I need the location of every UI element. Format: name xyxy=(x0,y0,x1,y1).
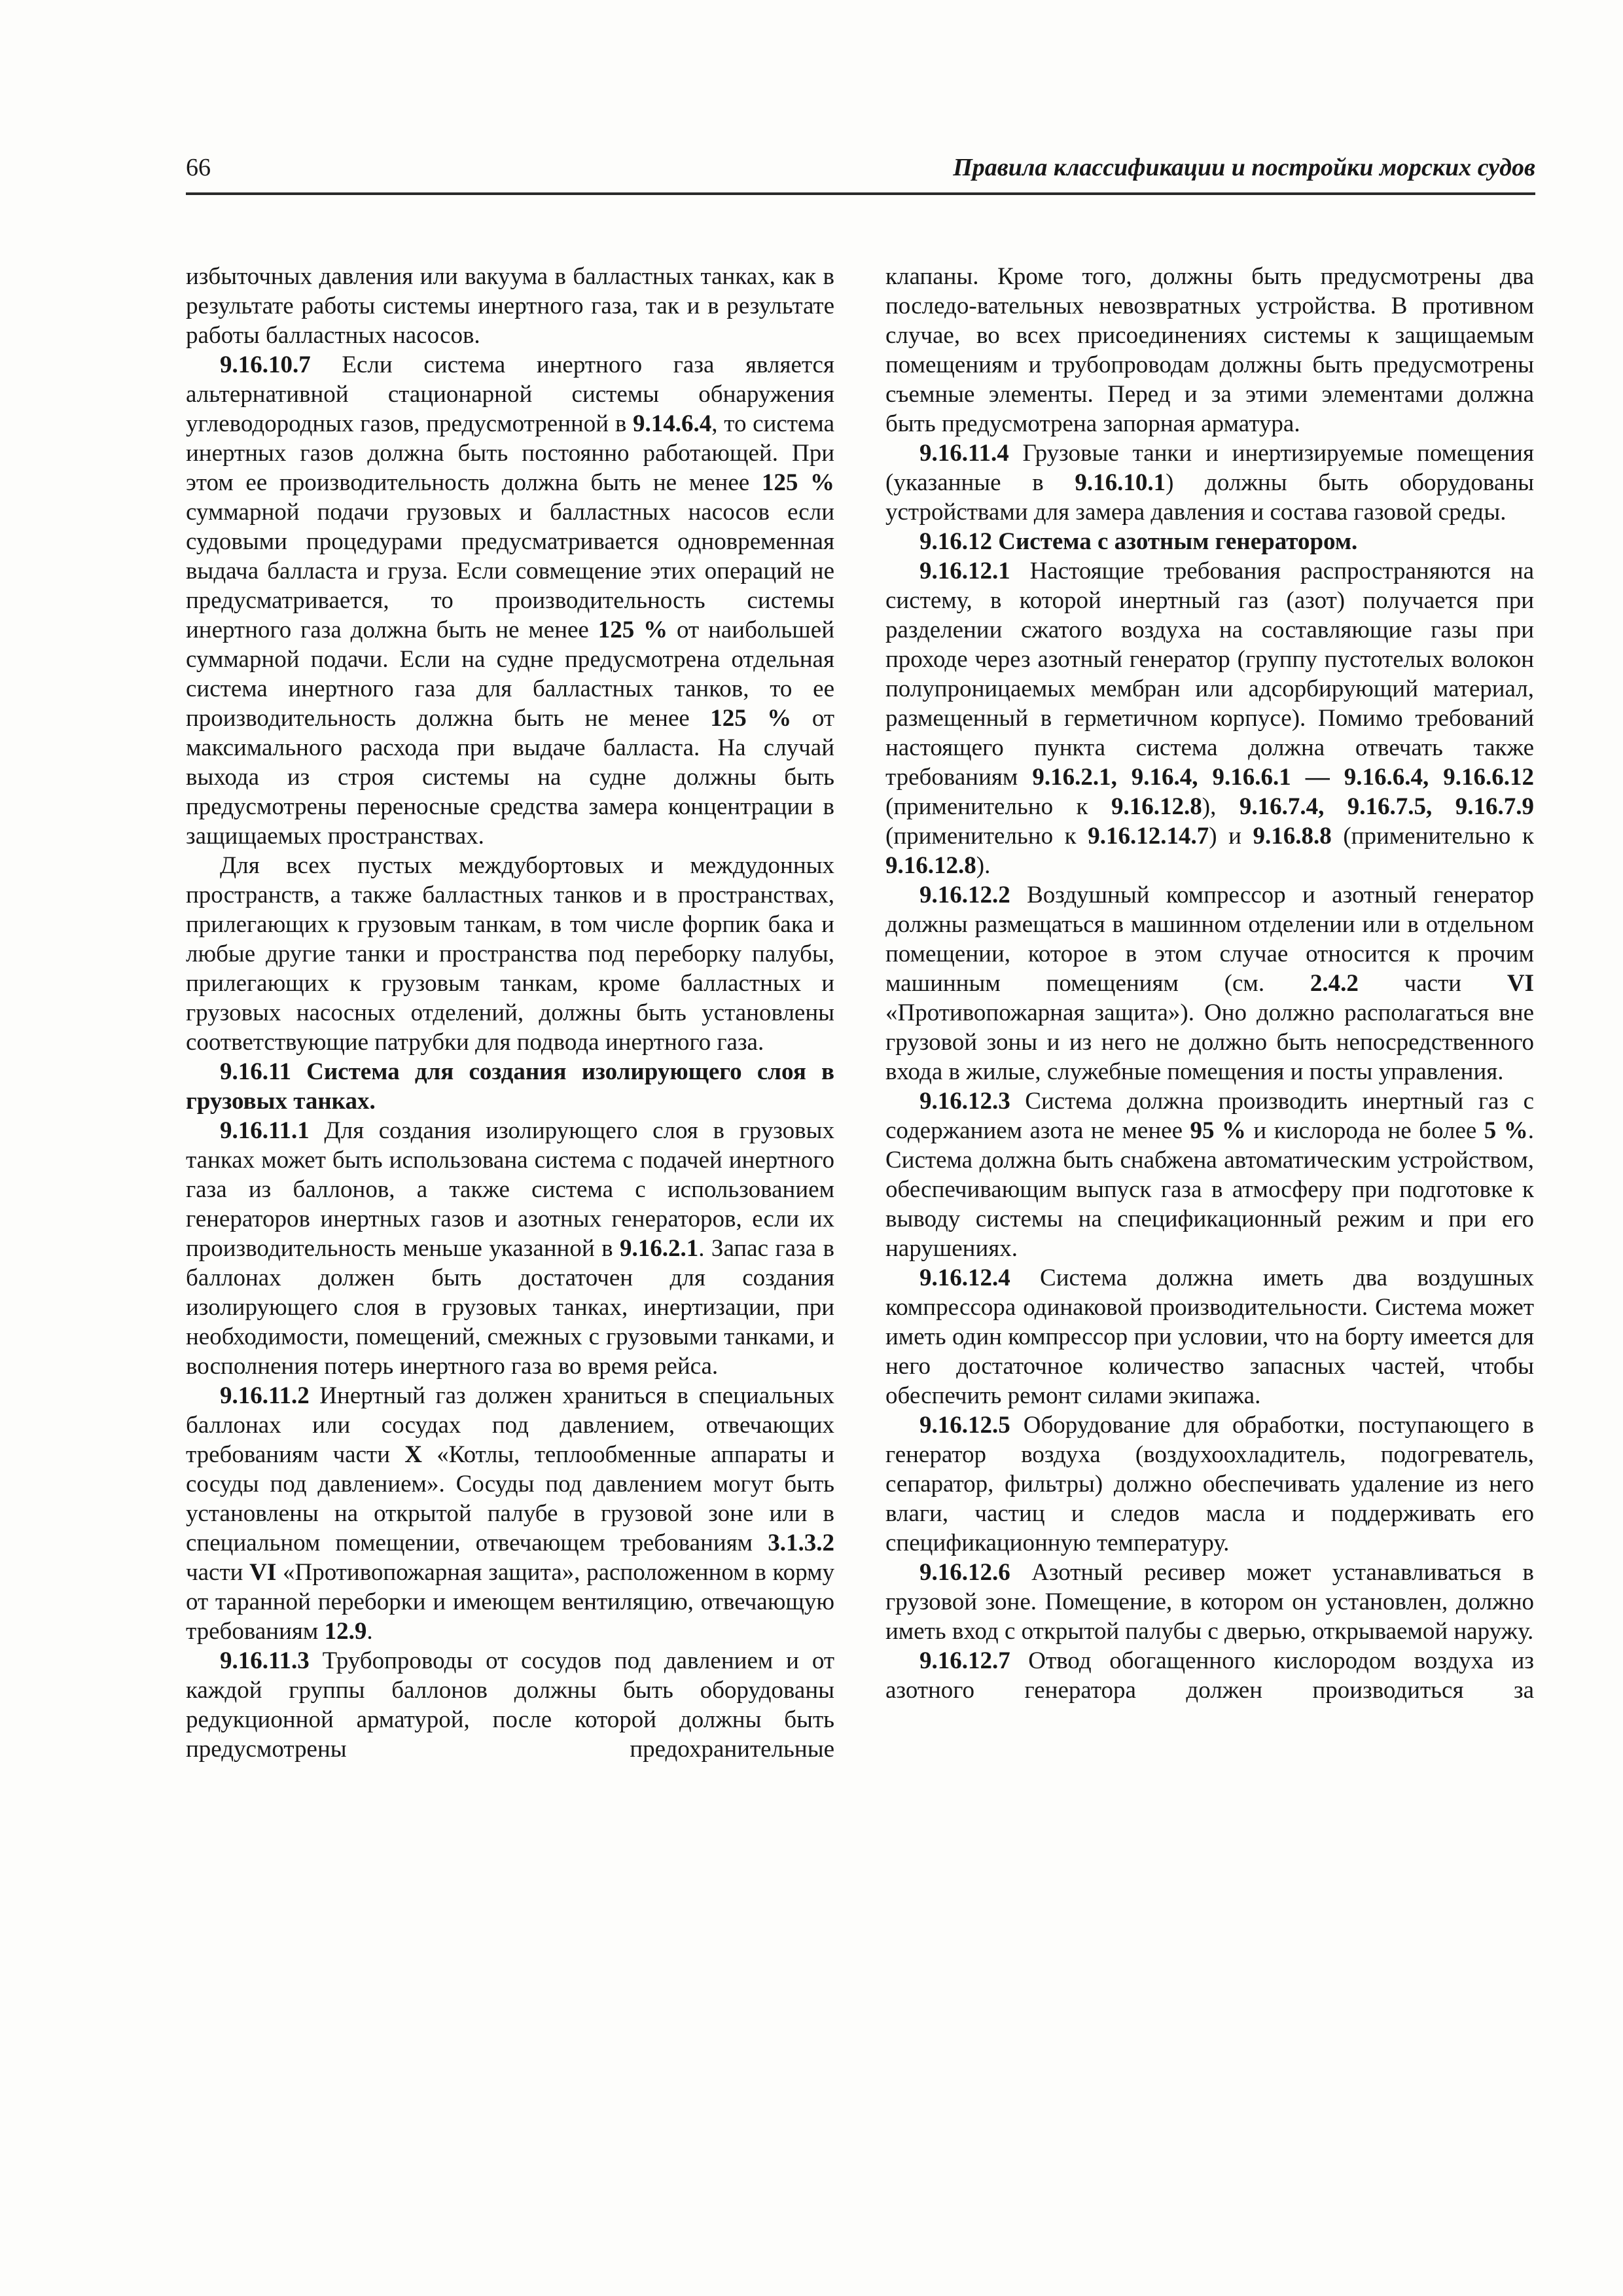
text-columns xyxy=(186,262,1535,1764)
paragraph: 9.16.12.1 Настоящие требования распространяются на систему, в которой инертный газ (азот) получается при разделении сжатого воздуха на составляющие газы при проходе через азотный генератор (группу пустотелых волокон полупроницаемых мембран или адсорбирующий материал, размещенный в герметичном корпусе). Помимо требований настоящего пункта система должна отвечать также требованиям 9.16.2.1, 9.16.4, 9.16.6.1 — 9.16.6.4, 9.16.6.12 (применительно к 9.16.12.8), 9.16.7.4, 9.16.7.5, 9.16.7.9 (применительно к 9.16.12.14.7) и 9.16.8.8 (применительно к 9.16.12.8). xyxy=(885,557,1535,879)
paragraph: 9.16.10.7 Если система инертного газа является альтернативной стационарной системы обнаружения углеводородных газов, предусмотренной в 9.14.6.4, то система инертных газов должна быть постоянно работающей. При этом ее производительность должна быть не менее 125 % суммарной подачи грузовых и балластных насосов если судовыми процедурами предусматривается одновременная выдача балласта и груза. Если совмещение этих операций не предусматривается, то производительность системы инертного газа должна быть не менее 125 % от наибольшей суммарной подачи. Если на судне предусмотрена отдельная система инертного газа для балластных танков, то ее производительность должна быть не менее 125 % от максимального расхода при выдаче балласта. На случай выхода из строя системы на судне должны быть предусмотрены переносные средства замера концентрации в защищаемых пространствах. xyxy=(186,351,835,850)
paragraph: клапаны. Кроме того, должны быть предусмотрены два последо-вательных невозвратных устройства. В противном случае, во всех присоединениях системы к защищаемым помещениям и трубопроводам должны быть предусмотрены съемные элементы. Перед и за этими элементами должна быть предусмотрена запорная арматура. xyxy=(885,262,1534,437)
paragraph: 9.16.12 Система с азотным генератором. xyxy=(919,528,1358,555)
paragraph: 9.16.12.6 Азотный ресивер может устанавливаться в грузовой зоне. Помещение, в котором он установлен, должно иметь вход с открытой палубы с дверью, открываемой наружу. xyxy=(885,1558,1534,1645)
paragraph: 9.16.11.2 Инертный газ должен храниться в специальных баллонах или сосудах под давлением, отвечающих требованиям части X «Котлы, теплообменные аппараты и сосуды под давлением». Сосуды под давлением могут быть установлены на открытой палубе в грузовой зоне или в специальном помещении, отвечающем требованиям 3.1.3.2 части VI «Противопожарная защита», расположенном в корму от таранной переборки и имеющем вентиляцию, отвечающую требованиям 12.9. xyxy=(186,1382,835,1645)
paragraph: 9.16.12.2 Воздушный компрессор и азотный генератор должны размещаться в машинном отделении или в отдельном помещении, которое в этом случае относится к прочим машинным помещениям (см. 2.4.2 части VI «Противопожарная защита»). Оно должно располагаться вне грузовой зоны и из него не должно быть непосредственного входа в жилые, служебные помещения и посты управления. xyxy=(885,881,1534,1085)
paragraph: 9.16.11.3 Трубопроводы от сосудов под давлением и от каждой группы баллонов должны быть оборудованы редукционной арматурой, после которой должны быть предусмотрены предохранительные xyxy=(186,1647,834,1763)
paragraph: 9.16.12.4 Система должна иметь два воздушных компрессора одинаковой производительности. Система может иметь один компрессор при условии, что на борту имеется для него достаточное количество запасных частей, чтобы обеспечить ремонт силами экипажа. xyxy=(885,1264,1534,1409)
paragraph: 9.16.12.5 Оборудование для обработки, поступающего в генератор воздуха (воздухоохладитель, подогреватель, сепаратор, фильтры) должно обеспечивать удаление из него влаги, частиц и следов масла и поддерживать его спецификационную температуру. xyxy=(885,1411,1534,1556)
paragraph: 9.16.11.4 Грузовые танки и инертизируемые помещения (указанные в 9.16.10.1) должны быть оборудованы устройствами для замера давления и состава газовой среды. xyxy=(885,439,1534,526)
page-header xyxy=(186,154,1535,195)
column-left xyxy=(186,262,834,1764)
paragraph: 9.16.11 Система для создания изолирующего слоя в грузовых танках. xyxy=(186,1058,834,1115)
paragraph: 9.16.12.7 Отвод обогащенного кислородом воздуха из азотного генератора должен производиться за xyxy=(885,1647,1534,1704)
paragraph: 9.16.12.3 Система должна производить инертный газ с содержанием азота не менее 95 % и кислорода не более 5 %. Система должна быть снабжена автоматическим устройством, обеспечивающим выпуск газа в атмосферу при подготовке к выводу системы на спецификационный режим и при его нарушениях. xyxy=(885,1087,1534,1262)
page-number: 66 xyxy=(186,154,211,181)
running-header-title: Правила классификации и постройки морских судов xyxy=(953,154,1535,181)
paragraph: Для всех пустых междубортовых и междудонных пространств, а также балластных танков и в пространствах, прилегающих к грузовым танкам, в том числе форпик бака и любые другие танки и пространства под переборку палубы, прилегающих к грузовым танкам, кроме балластных и грузовых насосных отделений, должны быть установлены соответствующие патрубки для подвода инертного газа. xyxy=(186,852,834,1056)
paragraph: избыточных давления или вакуума в балластных танках, как в результате работы системы инертного газа, так и в результате работы балластных насосов. xyxy=(186,262,834,349)
column-right xyxy=(885,262,1534,1764)
paragraph: 9.16.11.1 Для создания изолирующего слоя в грузовых танках может быть использована система с подачей инертного газа из баллонов, а также система с использованием генераторов инертных газов и азотных генераторов, если их производительность меньше указанной в 9.16.2.1. Запас газа в баллонах должен быть достаточен для создания изолирующего слоя в грузовых танках, инертизации, при необходимости, помещений, смежных с грузовыми танками, и восполнения потерь инертного газа во время рейса. xyxy=(186,1117,834,1380)
